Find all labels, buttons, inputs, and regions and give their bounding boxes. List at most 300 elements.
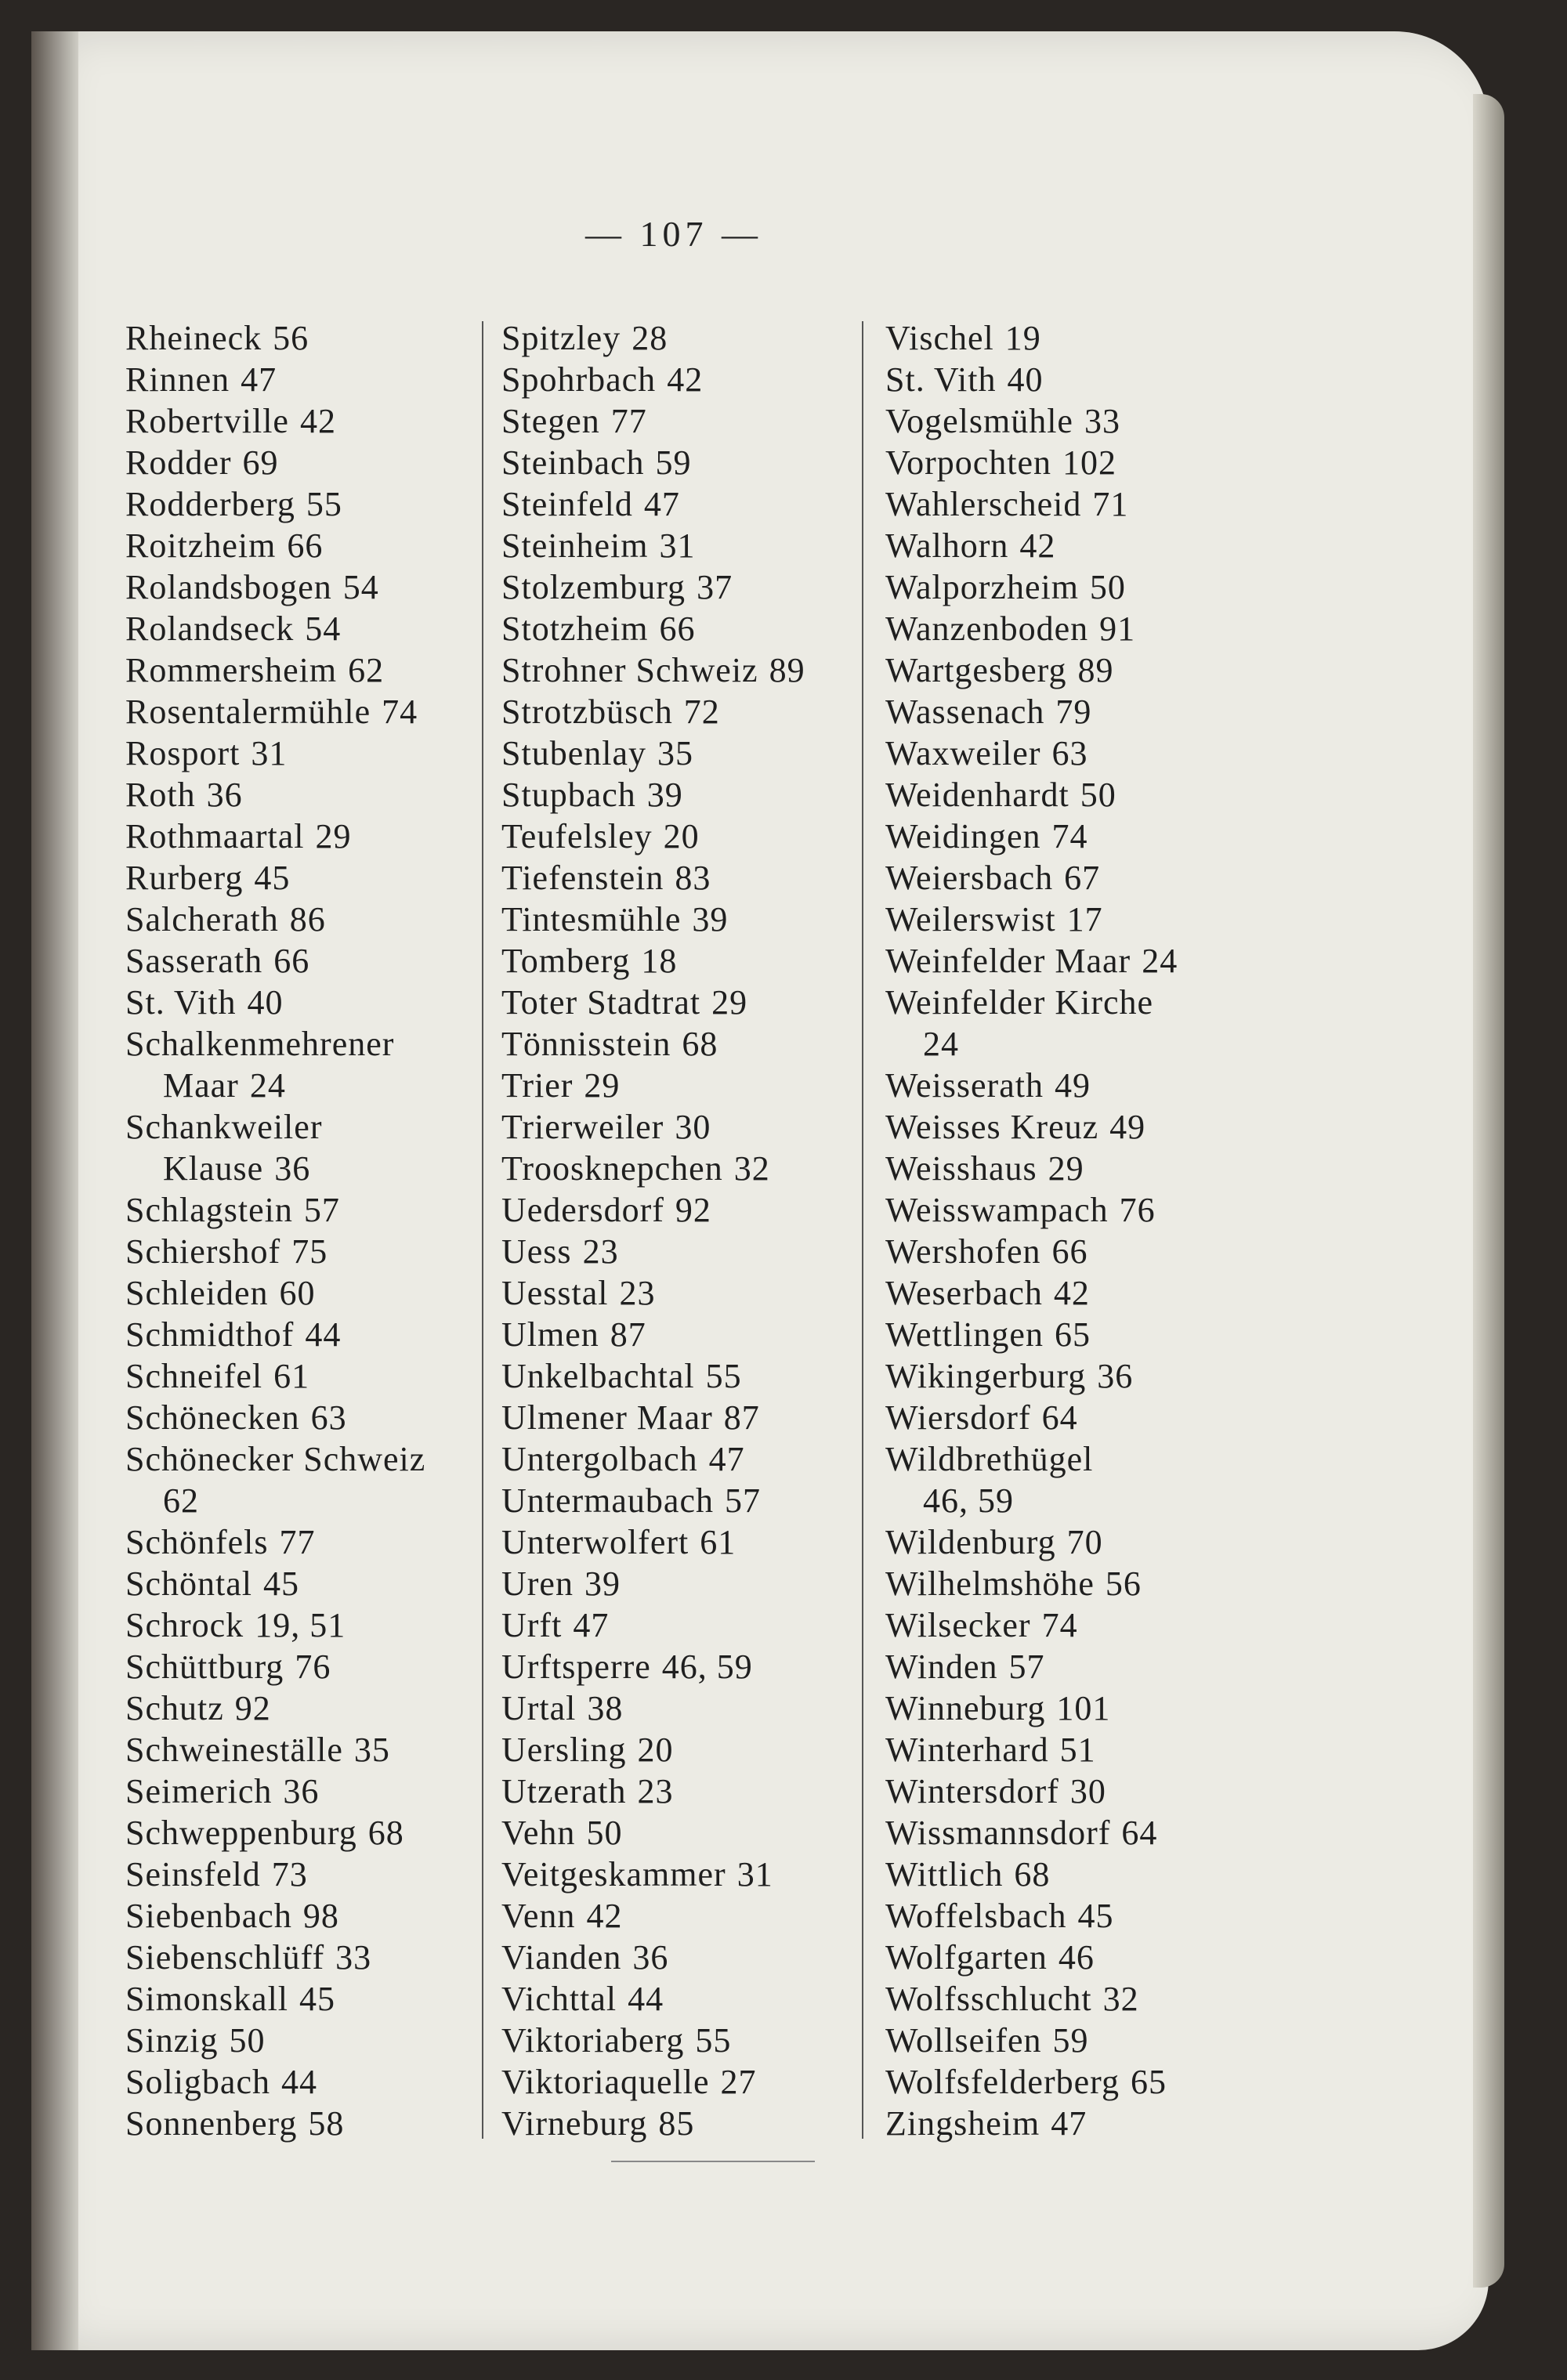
entry-name: Wintersdorf xyxy=(885,1772,1059,1810)
entry-name: Winden xyxy=(885,1648,998,1686)
index-entry xyxy=(125,1355,486,1397)
entry-name: Rodderberg xyxy=(125,485,295,523)
index-entry xyxy=(125,1438,486,1480)
entry-name: Sasserath xyxy=(125,942,263,980)
entry-name: Schönfels xyxy=(125,1523,269,1561)
entry-name: Schneifel xyxy=(125,1357,263,1395)
entry-name: Weidenhardt xyxy=(885,776,1069,814)
entry-page-number: 63 xyxy=(1051,734,1088,772)
entry-page-number: 30 xyxy=(1069,1772,1106,1810)
entry-name: Rothmaartal xyxy=(125,817,305,855)
entry-page-number: 38 xyxy=(587,1689,624,1727)
entry-name: Woffelsbach xyxy=(885,1897,1067,1935)
entry-name: Vorpochten xyxy=(885,443,1052,482)
index-entry xyxy=(125,732,486,774)
entry-name: Ulmen xyxy=(501,1315,599,1354)
index-entry xyxy=(885,774,1277,816)
entry-name: Schöntal xyxy=(125,1564,252,1603)
entry-name: Schlagstein xyxy=(125,1191,293,1229)
entry-name: Weiersbach xyxy=(885,859,1054,897)
index-entry xyxy=(125,1937,486,1978)
entry-page-number: 32 xyxy=(1102,1980,1139,2018)
index-entry xyxy=(501,2061,862,2103)
entry-name: Unterwolfert xyxy=(501,1523,689,1561)
entry-page-number: 49 xyxy=(1054,1066,1091,1105)
index-entry xyxy=(125,1106,486,1148)
entry-name: Simonskall xyxy=(125,1980,289,2018)
entry-page-number: 29 xyxy=(315,817,352,855)
index-entry xyxy=(125,1646,486,1687)
entry-name: Zingsheim xyxy=(885,2104,1040,2143)
entry-name: Uesstal xyxy=(501,1274,609,1312)
index-entry xyxy=(885,1355,1277,1397)
entry-name: Strohner Schweiz xyxy=(501,651,758,689)
entry-name: Maar xyxy=(163,1066,239,1105)
entry-page-number: 68 xyxy=(367,1814,404,1852)
entry-name: Stegen xyxy=(501,402,600,440)
entry-name: Weinfelder Kirche xyxy=(885,983,1154,1022)
entry-name: Weisserath xyxy=(885,1066,1044,1105)
entry-name: Rosentalermühle xyxy=(125,693,371,731)
entry-name: Untergolbach xyxy=(501,1440,698,1478)
entry-page-number: 66 xyxy=(1051,1232,1088,1271)
entry-page-number: 47 xyxy=(643,485,680,523)
index-entry xyxy=(885,2061,1277,2103)
index-entry xyxy=(885,1937,1277,1978)
index-entry xyxy=(501,1231,862,1272)
entry-page-number: 33 xyxy=(1084,402,1120,440)
entry-name: Weserbach xyxy=(885,1274,1043,1312)
entry-name: Vehn xyxy=(501,1814,576,1852)
entry-page-number: 28 xyxy=(632,319,668,357)
entry-page-number: 44 xyxy=(280,2063,317,2101)
entry-name: Viktoriaberg xyxy=(501,2021,685,2060)
index-entry xyxy=(885,1065,1277,1106)
entry-name: Vischel xyxy=(885,319,994,357)
index-entry xyxy=(125,1189,486,1231)
entry-page-number: 57 xyxy=(1008,1648,1045,1686)
entry-name: Weinfelder Maar xyxy=(885,942,1131,980)
entry-name: Weisswampach xyxy=(885,1191,1109,1229)
index-entry xyxy=(885,1978,1277,2020)
entry-page-number: 45 xyxy=(254,859,291,897)
entry-page-number: 54 xyxy=(342,568,379,606)
entry-page-number: 45 xyxy=(1077,1897,1114,1935)
entry-name: Weisses Kreuz xyxy=(885,1108,1099,1146)
index-entry xyxy=(885,566,1277,608)
index-entry xyxy=(125,566,486,608)
index-entry xyxy=(885,483,1277,525)
entry-page-number: 31 xyxy=(736,1855,773,1894)
entry-name: Roitzheim xyxy=(125,526,277,565)
entry-page-number: 59 xyxy=(1052,2021,1089,2060)
entry-name: Wolfsschlucht xyxy=(885,1980,1092,2018)
entry-name: Wanzenboden xyxy=(885,609,1089,648)
entry-page-number: 39 xyxy=(584,1564,621,1603)
entry-name: Walporzheim xyxy=(885,568,1079,606)
entry-page-number: 69 xyxy=(242,443,279,482)
index-entry xyxy=(125,857,486,899)
entry-page-number: 98 xyxy=(302,1897,339,1935)
entry-page-number: 50 xyxy=(229,2021,266,2060)
entry-page-number: 62 xyxy=(348,651,385,689)
index-entry xyxy=(885,940,1277,982)
index-entry xyxy=(501,525,862,566)
entry-name: Wiersdorf xyxy=(885,1398,1031,1437)
entry-name: Wolfgarten xyxy=(885,1938,1048,1977)
entry-name: Robertville xyxy=(125,402,289,440)
entry-page-number: 23 xyxy=(637,1772,674,1810)
index-entry xyxy=(125,359,486,400)
entry-page-number: 47 xyxy=(1051,2104,1087,2143)
entry-name: Ulmener Maar xyxy=(501,1398,713,1437)
entry-name: Schalkenmehrener xyxy=(125,1025,395,1063)
index-entry xyxy=(501,899,862,940)
entry-page-number: 36 xyxy=(206,776,243,814)
entry-name: Wassenach xyxy=(885,693,1045,731)
entry-name: Uedersdorf xyxy=(501,1191,664,1229)
index-entry xyxy=(501,1937,862,1978)
entry-page-number: 77 xyxy=(610,402,647,440)
entry-name: Winneburg xyxy=(885,1689,1046,1727)
entry-page-number: 54 xyxy=(305,609,342,648)
entry-name: Waxweiler xyxy=(885,734,1041,772)
entry-name: Schrock xyxy=(125,1606,244,1644)
entry-page-number: 76 xyxy=(1119,1191,1156,1229)
index-entry xyxy=(885,816,1277,857)
entry-name: Uren xyxy=(501,1564,574,1603)
index-entry xyxy=(125,1148,486,1189)
index-entry xyxy=(885,1812,1277,1854)
index-entry xyxy=(501,774,862,816)
entry-page-number: 45 xyxy=(299,1980,336,2018)
entry-page-number: 49 xyxy=(1109,1108,1146,1146)
entry-page-number: 89 xyxy=(769,651,805,689)
entry-page-number: 64 xyxy=(1121,1814,1158,1852)
entry-name: Rolandsbogen xyxy=(125,568,332,606)
entry-name: Wildbrethügel xyxy=(885,1440,1094,1478)
index-entry xyxy=(501,1438,862,1480)
entry-name: Vianden xyxy=(501,1938,622,1977)
entry-name: Wershofen xyxy=(885,1232,1041,1271)
index-entry xyxy=(501,691,862,732)
entry-page-number: 71 xyxy=(1092,485,1129,523)
index-entry xyxy=(125,1771,486,1812)
entry-name: Tiefenstein xyxy=(501,859,664,897)
entry-name: Wildenburg xyxy=(885,1523,1056,1561)
entry-name: Wilsecker xyxy=(885,1606,1031,1644)
index-entry xyxy=(501,608,862,649)
entry-name: Wolfsfelderberg xyxy=(885,2063,1120,2101)
entry-page-number: 35 xyxy=(353,1731,390,1769)
index-entry xyxy=(501,857,862,899)
index-entry xyxy=(125,899,486,940)
entry-page-number: 57 xyxy=(303,1191,340,1229)
index-entry xyxy=(885,317,1277,359)
index-entry xyxy=(885,857,1277,899)
index-entry xyxy=(885,400,1277,442)
index-entry xyxy=(501,1355,862,1397)
entry-page-number: 66 xyxy=(659,609,696,648)
column-divider xyxy=(862,321,863,2139)
index-entry xyxy=(125,483,486,525)
entry-name: Weilerswist xyxy=(885,900,1056,939)
index-entry xyxy=(125,1604,486,1646)
entry-page-number: 55 xyxy=(705,1357,742,1395)
entry-name: Rosport xyxy=(125,734,241,772)
index-entry xyxy=(501,1189,862,1231)
entry-page-number: 65 xyxy=(1054,1315,1091,1354)
index-entry xyxy=(885,359,1277,400)
entry-name: Sinzig xyxy=(125,2021,219,2060)
index-entry xyxy=(501,442,862,483)
entry-name: Wahlerscheid xyxy=(885,485,1082,523)
entry-page-number: 74 xyxy=(1041,1606,1078,1644)
index-entry xyxy=(501,649,862,691)
index-entry xyxy=(885,1397,1277,1438)
index-entry xyxy=(885,2020,1277,2061)
index-entry xyxy=(885,1148,1277,1189)
index-entry xyxy=(125,940,486,982)
entry-page-number: 35 xyxy=(657,734,693,772)
index-entry xyxy=(885,1646,1277,1687)
index-entry xyxy=(501,940,862,982)
index-entry xyxy=(501,1812,862,1854)
index-column-2 xyxy=(501,317,862,2144)
entry-page-number: 58 xyxy=(308,2104,345,2143)
entry-page-number: 29 xyxy=(584,1066,621,1105)
entry-name: Strotzbüsch xyxy=(501,693,673,731)
entry-page-number: 32 xyxy=(733,1149,770,1188)
entry-page-number: 31 xyxy=(659,526,696,565)
entry-page-number: 68 xyxy=(682,1025,718,1063)
entry-page-number: 42 xyxy=(1053,1274,1090,1312)
entry-page-number: 18 xyxy=(641,942,678,980)
entry-page-number: 27 xyxy=(720,2063,757,2101)
entry-name: Sonnenberg xyxy=(125,2104,298,2143)
entry-name: St. Vith xyxy=(125,983,237,1022)
entry-name: Uersling xyxy=(501,1731,627,1769)
entry-page-number: 24 xyxy=(1142,942,1178,980)
entry-name: Wissmannsdorf xyxy=(885,1814,1111,1852)
index-entry xyxy=(501,483,862,525)
entry-name: Wollseifen xyxy=(885,2021,1042,2060)
entry-page-number: 33 xyxy=(335,1938,372,1977)
index-entry xyxy=(885,1438,1277,1480)
entry-name: Walhorn xyxy=(885,526,1009,565)
entry-page-number: 67 xyxy=(1064,859,1101,897)
index-entry xyxy=(885,608,1277,649)
entry-page-number: 42 xyxy=(667,360,704,399)
entry-page-number: 42 xyxy=(299,402,336,440)
index-entry xyxy=(501,1521,862,1563)
entry-name: Wartgesberg xyxy=(885,651,1067,689)
entry-page-number: 63 xyxy=(310,1398,347,1437)
index-entry xyxy=(885,732,1277,774)
entry-page-number: 66 xyxy=(287,526,324,565)
entry-page-number: 19 xyxy=(1004,319,1041,357)
entry-page-number: 42 xyxy=(586,1897,623,1935)
entry-name: Virneburg xyxy=(501,2104,648,2143)
entry-name: Schleiden xyxy=(125,1274,269,1312)
index-entry xyxy=(501,2020,862,2061)
entry-name: Rolandseck xyxy=(125,609,295,648)
entry-name: Schiershof xyxy=(125,1232,281,1271)
index-entry xyxy=(125,608,486,649)
index-entry xyxy=(125,1895,486,1937)
entry-name: Urftsperre xyxy=(501,1648,651,1686)
entry-page-number: 92 xyxy=(675,1191,711,1229)
entry-page-number: 45 xyxy=(262,1564,299,1603)
entry-page-number: 50 xyxy=(1089,568,1126,606)
index-entry xyxy=(885,899,1277,940)
index-entry xyxy=(125,1314,486,1355)
entry-page-number: 42 xyxy=(1019,526,1056,565)
entry-name: Wilhelmshöhe xyxy=(885,1564,1095,1603)
entry-page-number: 72 xyxy=(683,693,720,731)
entry-page-number: 23 xyxy=(582,1232,619,1271)
index-entry xyxy=(125,1231,486,1272)
index-entry xyxy=(125,1023,486,1065)
entry-name: Siebenbach xyxy=(125,1897,292,1935)
entry-page-number: 40 xyxy=(247,983,284,1022)
entry-name: Toter Stadtrat xyxy=(501,983,701,1022)
entry-name: Tintesmühle xyxy=(501,900,682,939)
entry-page-number: 77 xyxy=(279,1523,316,1561)
index-entry xyxy=(125,1812,486,1854)
index-entry xyxy=(501,1314,862,1355)
entry-name: St. Vith xyxy=(885,360,997,399)
entry-name: Wittlich xyxy=(885,1855,1004,1894)
index-column-3 xyxy=(885,317,1277,2144)
entry-page-number: 24 xyxy=(249,1066,286,1105)
entry-page-number: 68 xyxy=(1014,1855,1051,1894)
index-entry xyxy=(501,1563,862,1604)
entry-page-number: 47 xyxy=(573,1606,610,1644)
entry-name: Klause xyxy=(163,1149,264,1188)
entry-page-number: 46, 59 xyxy=(661,1648,753,1686)
entry-name: Weidingen xyxy=(885,817,1041,855)
index-entry xyxy=(501,1480,862,1521)
entry-page-number: 36 xyxy=(283,1772,320,1810)
index-entry xyxy=(125,317,486,359)
entry-page-number: 83 xyxy=(675,859,711,897)
page-edge xyxy=(1473,94,1504,2288)
entry-name: Spitzley xyxy=(501,319,621,357)
entry-name: Schweppenburg xyxy=(125,1814,357,1852)
entry-name: Stupbach xyxy=(501,776,636,814)
index-entry xyxy=(885,1729,1277,1771)
entry-name: Seimerich xyxy=(125,1772,273,1810)
entry-page-number: 85 xyxy=(658,2104,695,2143)
entry-page-number: 39 xyxy=(646,776,683,814)
entry-page-number: 36 xyxy=(1097,1357,1134,1395)
entry-page-number: 74 xyxy=(382,693,418,731)
entry-name: Wikingerburg xyxy=(885,1357,1087,1395)
entry-name: Schankweiler xyxy=(125,1108,323,1146)
entry-page-number: 20 xyxy=(637,1731,674,1769)
index-entry xyxy=(125,1397,486,1438)
index-entry xyxy=(501,1687,862,1729)
entry-page-number: 65 xyxy=(1130,2063,1167,2101)
entry-page-number: 36 xyxy=(632,1938,669,1977)
index-entry xyxy=(125,2020,486,2061)
entry-page-number: 31 xyxy=(251,734,288,772)
index-entry xyxy=(501,566,862,608)
entry-page-number: 91 xyxy=(1099,609,1136,648)
entry-name: Steinbach xyxy=(501,443,645,482)
entry-page-number: 60 xyxy=(279,1274,316,1312)
index-entry xyxy=(501,1397,862,1438)
entry-name: Steinfeld xyxy=(501,485,633,523)
entry-page-number: 73 xyxy=(271,1855,308,1894)
entry-page-number: 40 xyxy=(1007,360,1044,399)
entry-name: Untermaubach xyxy=(501,1481,714,1520)
entry-name: Teufelsley xyxy=(501,817,653,855)
entry-page-number: 37 xyxy=(697,568,733,606)
entry-name: Schweineställe xyxy=(125,1731,343,1769)
entry-name: Veitgeskammer xyxy=(501,1855,726,1894)
entry-page-number: 55 xyxy=(306,485,342,523)
entry-page-number: 46 xyxy=(1058,1938,1095,1977)
entry-name: Weisshaus xyxy=(885,1149,1037,1188)
entry-page-number: 29 xyxy=(711,983,748,1022)
index-entry xyxy=(125,1854,486,1895)
index-entry xyxy=(885,1563,1277,1604)
entry-page-number: 56 xyxy=(273,319,309,357)
entry-page-number: 89 xyxy=(1077,651,1114,689)
index-entry xyxy=(125,649,486,691)
index-column-1 xyxy=(125,317,486,2144)
index-entry xyxy=(501,1854,862,1895)
entry-name: Vogelsmühle xyxy=(885,402,1073,440)
entry-page-number: 39 xyxy=(692,900,729,939)
index-entry xyxy=(885,982,1277,1023)
entry-name: Roth xyxy=(125,776,196,814)
entry-name: 46, 59 xyxy=(923,1481,1014,1520)
entry-page-number: 102 xyxy=(1062,443,1117,482)
index-entry xyxy=(501,1148,862,1189)
entry-name: Wettlingen xyxy=(885,1315,1044,1354)
entry-page-number: 50 xyxy=(1080,776,1116,814)
index-entry xyxy=(501,1729,862,1771)
entry-name: Troosknepchen xyxy=(501,1149,723,1188)
entry-page-number: 87 xyxy=(610,1315,646,1354)
entry-page-number: 44 xyxy=(628,1980,664,2018)
entry-page-number: 30 xyxy=(675,1108,711,1146)
entry-name: Soligbach xyxy=(125,2063,270,2101)
entry-name: Rheineck xyxy=(125,319,262,357)
index-entry xyxy=(885,1480,1277,1521)
entry-page-number: 66 xyxy=(273,942,310,980)
entry-name: Steinheim xyxy=(501,526,649,565)
index-entry xyxy=(885,1023,1277,1065)
entry-name: Stubenlay xyxy=(501,734,646,772)
entry-name: Urtal xyxy=(501,1689,577,1727)
index-entry xyxy=(885,649,1277,691)
entry-page-number: 101 xyxy=(1056,1689,1111,1727)
entry-name: Schüttburg xyxy=(125,1648,284,1686)
entry-name: Trierweiler xyxy=(501,1108,664,1146)
entry-name: Venn xyxy=(501,1897,576,1935)
index-entry xyxy=(501,1771,862,1812)
entry-page-number: 17 xyxy=(1066,900,1103,939)
index-entry xyxy=(885,1231,1277,1272)
index-entry xyxy=(885,1687,1277,1729)
entry-page-number: 51 xyxy=(1059,1731,1096,1769)
index-entry xyxy=(885,1521,1277,1563)
entry-name: Vichttal xyxy=(501,1980,617,2018)
